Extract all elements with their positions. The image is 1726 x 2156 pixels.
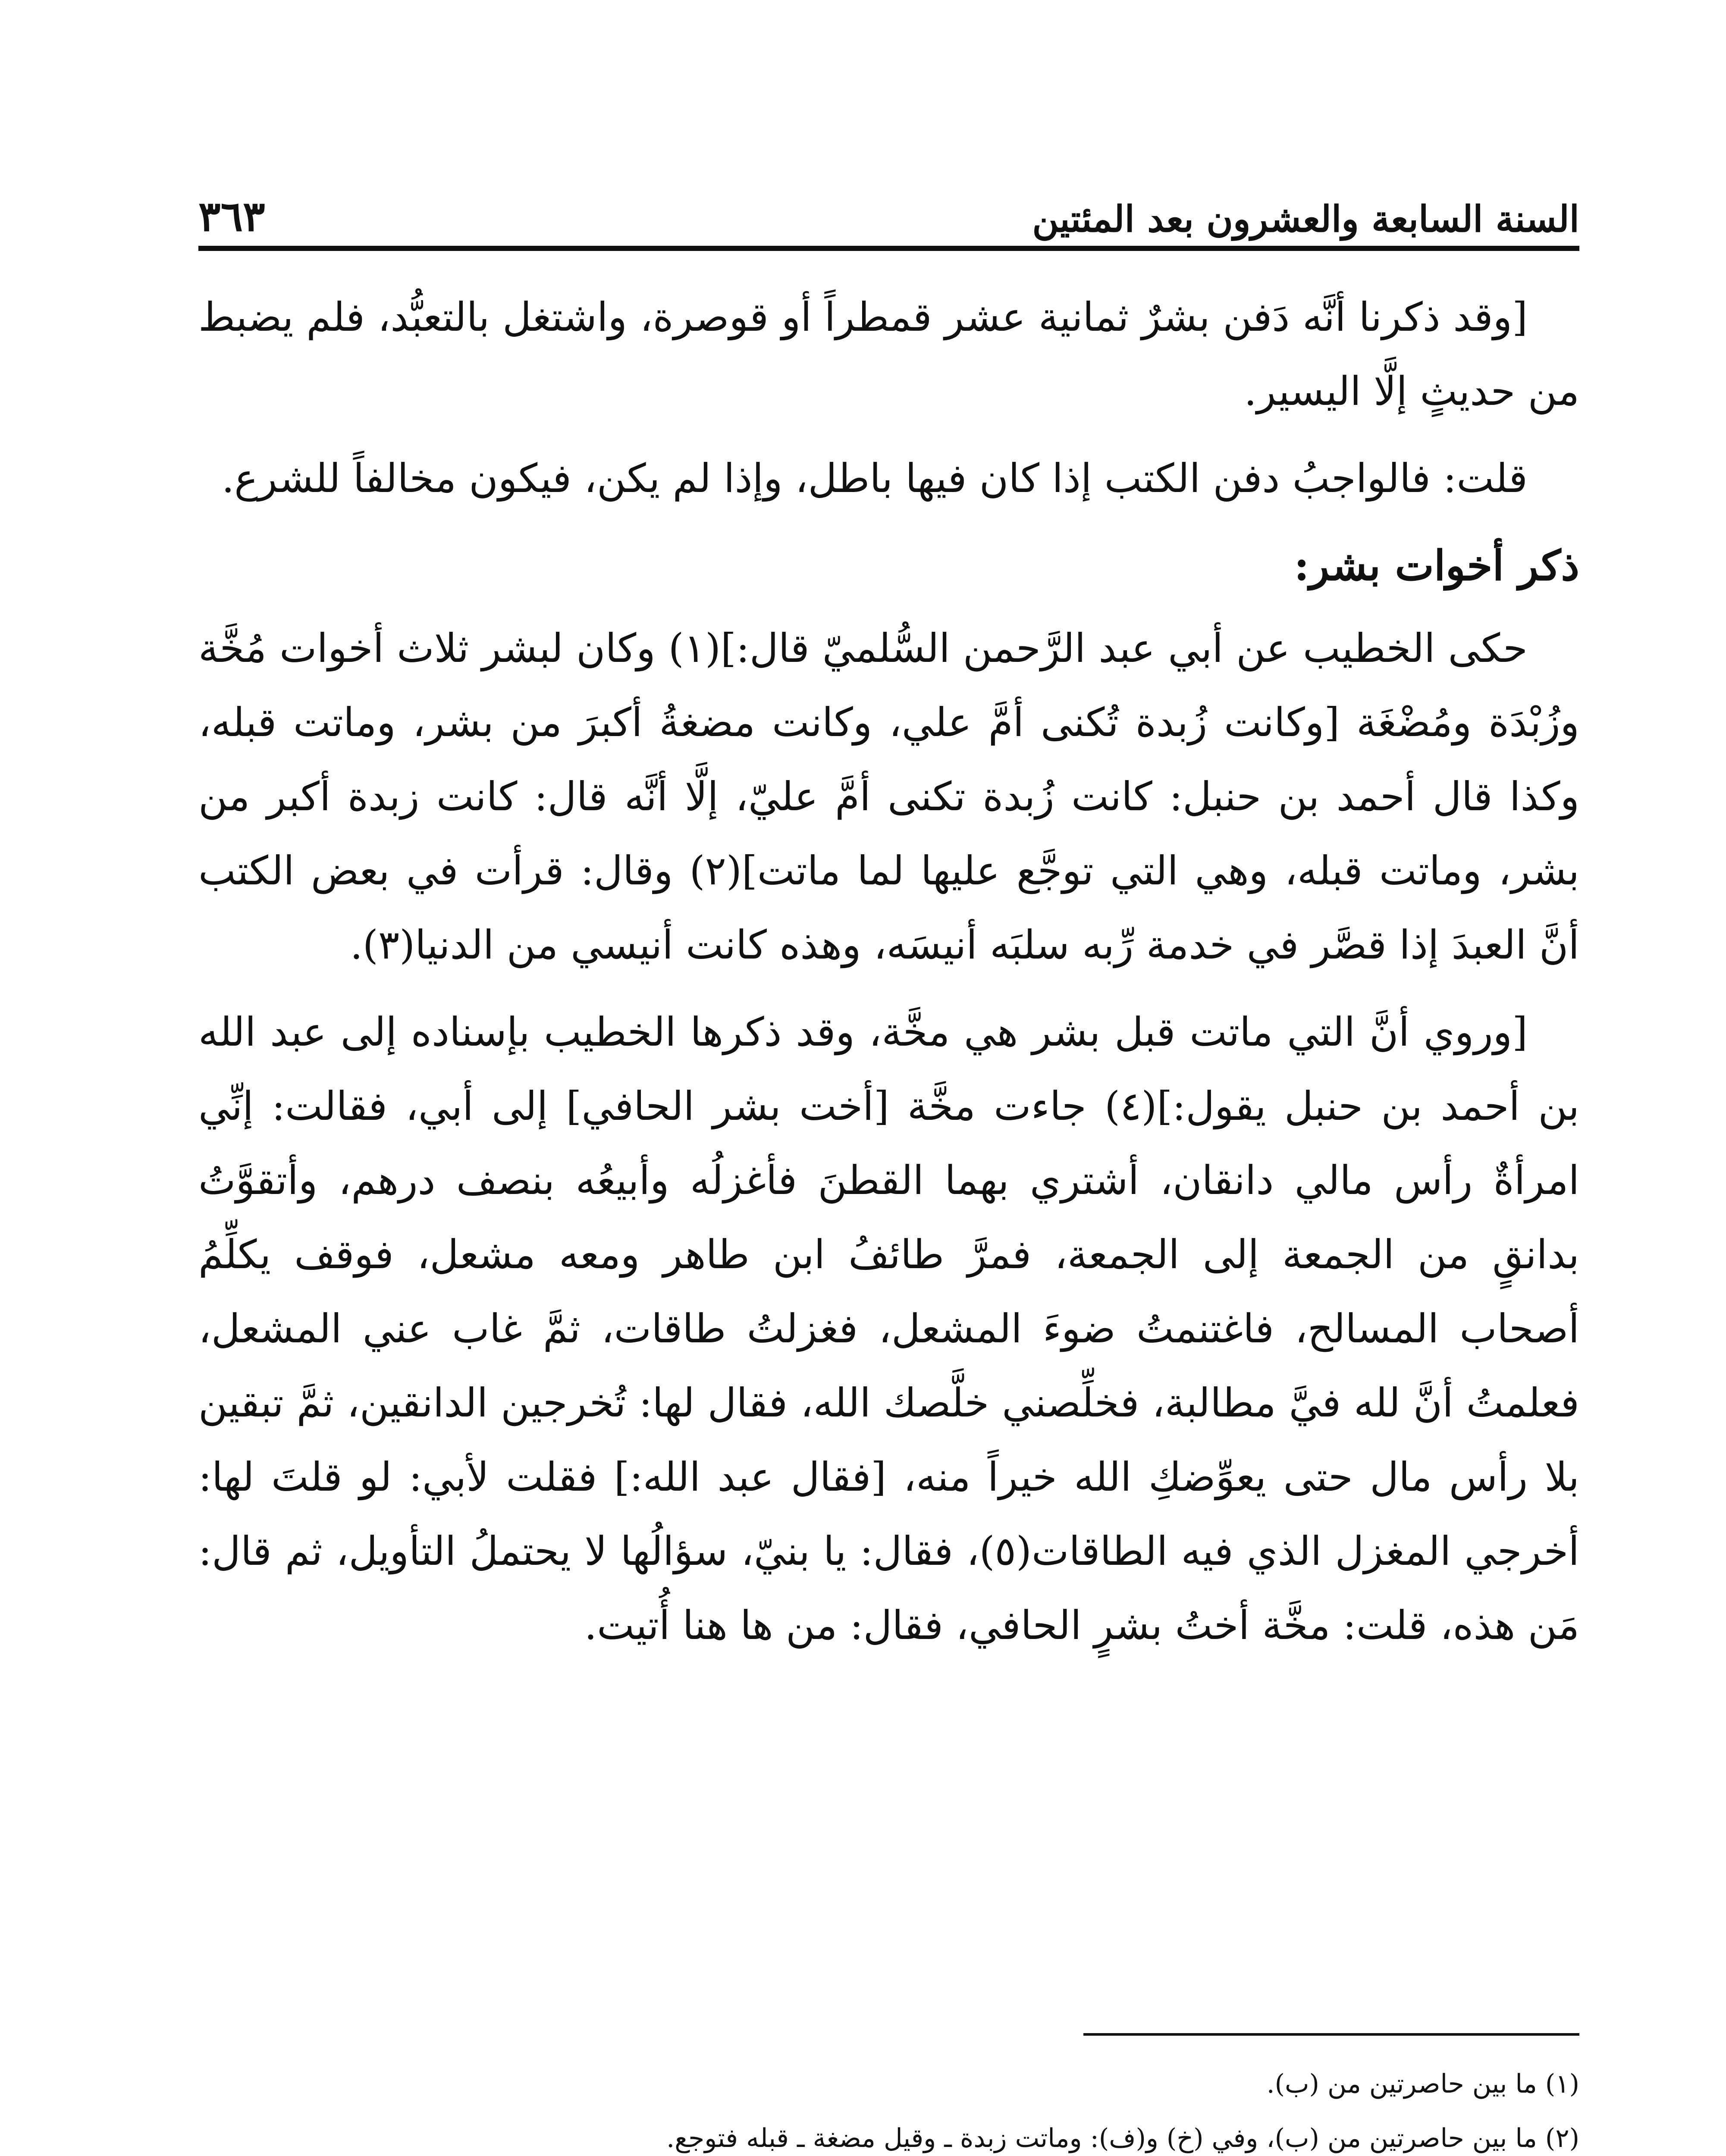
paragraph-1: [وقد ذكرنا أنَّه دَفن بشرٌ ثمانية عشر قمطراً أو قوصرة، واشتغل بالتعبُّد، فلم يضبط من حديثٍ إلَّا اليسير. [198, 294, 1579, 414]
footnotes [198, 2057, 1579, 2156]
footnote-2: (٢) ما بين حاصرتين من (ب)، وفي (خ) و(ف): وماتت زبدة ـ وقيل مضغة ـ قبله فتوجع. [666, 2123, 1579, 2153]
paragraph-3: حكى الخطيب عن أبي عبد الرَّحمن السُّلميّ قال:](١) وكان لبشر ثلاث أخوات مُخَّة وزُبْدَة ومُضْغَة [وكانت زُبدة تُكنى أمَّ علي، وكانت مضغةُ أكبرَ من بشر، وماتت قبله، وكذا قال أحمد بن حنبل: كانت زُبدة تكنى أمَّ عليّ، إلَّا أنَّه قال: كانت زبدة أكبر من بشر، وماتت قبله، وهي التي توجَّع عليها لما ماتت](٢) وقال: قرأت في بعض الكتب أنَّ العبدَ إذا قصَّر في خدمة رِّبه سلبَه أنيسَه، وهذه كانت أنيسي من الدنيا(٣). [198, 625, 1580, 968]
paragraph-4: [وروي أنَّ التي ماتت قبل بشر هي مخَّة، وقد ذكرها الخطيب بإسناده إلى عبد الله بن أحمد بن حنبل يقول:](٤) جاءت مخَّة [أخت بشر الحافي] إلى أبي، فقالت: إنِّي امرأةٌ رأس مالي دانقان، أشتري بهما القطنَ فأغزلُه وأبيعُه بنصف درهم، وأتقوَّتُ بدانقٍ من الجمعة إلى الجمعة، فمرَّ طائفُ ابن طاهر ومعه مشعل، فوقف يكلِّمُ أصحاب المسالح، فاغتنمتُ ضوءَ المشعل، فغزلتُ طاقات، ثمَّ غاب عني المشعل، فعلمتُ أنَّ لله فيَّ مطالبة، فخلِّصني خلَّصك الله، فقال لها: تُخرجين الدانقين، ثمَّ تبقين بلا رأس مال حتى يعوِّضكِ الله خيراً منه، [فقال عبد الله:] فقلت لأبي: لو قلتَ لها: أخرجي المغزل الذي فيه الطاقات(٥)، فقال: يا بنيّ، سؤالُها لا يحتملُ التأويل، ثم قال: مَن هذه، قلت: مخَّة أختُ بشرٍ الحافي، فقال: من ها هنا أُتيت. [198, 1009, 1579, 1648]
page-number: ٣٦٣ [198, 192, 265, 241]
running-title: السنة السابعة والعشرون بعد المئتين [1032, 197, 1579, 240]
footnote-1: (١) ما بين حاصرتين من (ب). [1266, 2069, 1579, 2099]
footnote-rule [1083, 2033, 1579, 2036]
header-rule [198, 246, 1579, 251]
page-header [198, 168, 1579, 241]
section-heading: ذكر أخوات بشر: [1294, 541, 1579, 590]
paragraph-2: قلت: فالواجبُ دفن الكتب إذا كان فيها باطل، وإذا لم يكن، فيكون مخالفاً للشرع. [222, 455, 1528, 501]
main-text [198, 280, 1579, 1676]
